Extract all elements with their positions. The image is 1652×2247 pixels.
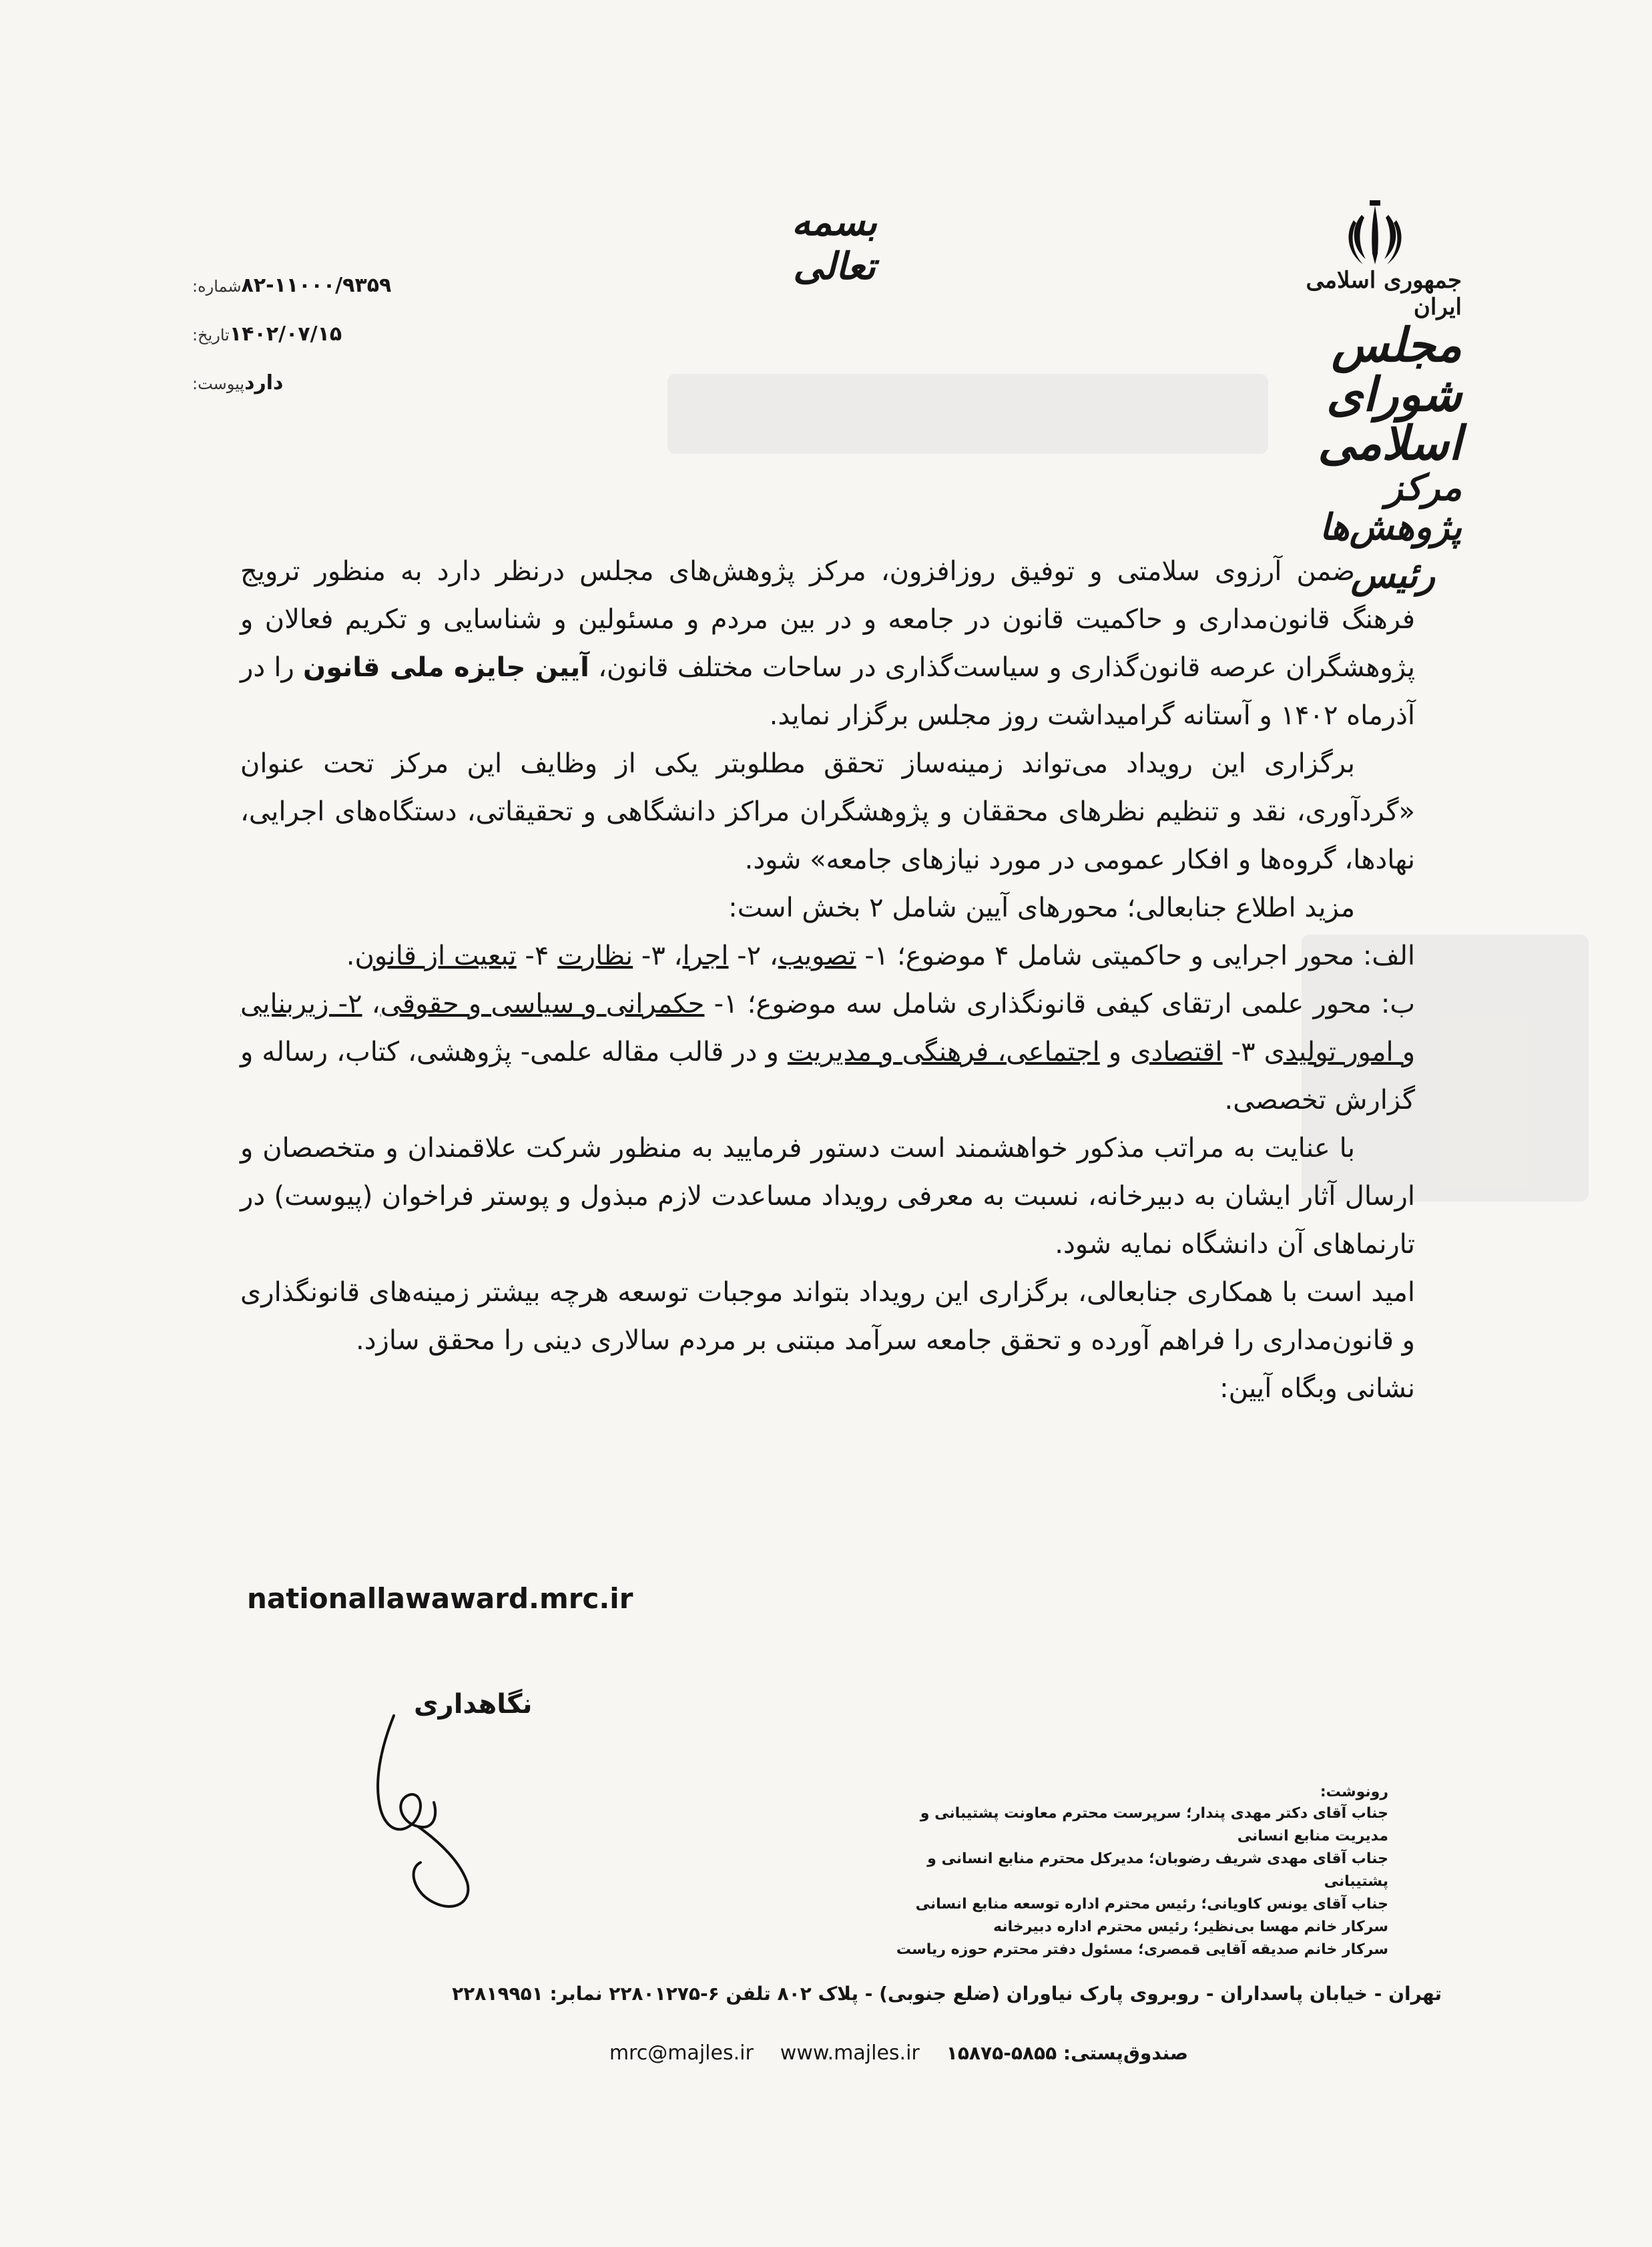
logo-research-center: مرکز پژوهش‌ها xyxy=(1319,465,1462,548)
paragraph-hope: امید است با همکاری جنابعالی، برگزاری این رویداد بتواند موجبات توسعه هرچه بیشتر زمینه‌های قانونگذاری و قانون‌مداری را فراهم آورده و تحقق جامعه سرآمد مبتنی بر مردم سالاری دینی را محقق سازد. xyxy=(240,1277,1415,1356)
letter-meta xyxy=(180,274,434,420)
meta-date-value: ۱۴۰۲/۰۷/۱۵ xyxy=(229,322,342,346)
axis-a-item: تصویب xyxy=(778,941,856,971)
paragraph-request: با عنایت به مراتب مذکور خواهشمند است دستور فرمایید به منظور شرکت علاقمندان و متخصصان و ارسال آثار ایشان به دبیرخانه، نسبت به معرفی رویداد مساعدت لازم مبذول و پوستر فراخوان (پیوست) در تارنماهای آن دانشگاه نمایه شود. xyxy=(240,1133,1415,1260)
meta-attachment-label: پیوست: xyxy=(192,374,245,393)
footer-address: تهران - خیابان پاسداران - روبروی پارک نیاوران (ضلع جنوبی) - پلاک ۸۰۲ تلفن ۶-۲۲۸۰۱۲۷۵ نمابر: ۲۲۸۱۹۹۵۱ xyxy=(452,1983,1442,2005)
footer-website[interactable]: www.majles.ir xyxy=(780,2041,920,2065)
axis-a-sep: ، ۲- xyxy=(728,941,778,971)
basmala: بسمه تعالی xyxy=(792,200,877,288)
logo-country: جمهوری اسلامی ایران xyxy=(1306,267,1462,320)
signature-icon xyxy=(354,1709,507,1923)
event-name: آیین جایزه ملی قانون xyxy=(303,652,589,683)
meta-number-label: شماره: xyxy=(192,277,242,296)
axis-a-item: تبعیت از قانون xyxy=(354,941,517,971)
cc-title: رونوشت: xyxy=(1320,1784,1388,1800)
meta-attachment xyxy=(180,371,434,395)
cc-list xyxy=(868,1782,1388,1961)
axis-a-end: . xyxy=(346,941,355,971)
paragraph-axes-intro: مزید اطلاع جنابعالی؛ محورهای آیین شامل ۲ بخش است: xyxy=(728,893,1355,923)
meta-number-value: ۸۲-۱۱۰۰۰/۹۳۵۹ xyxy=(241,274,392,297)
cc-line: سرکار خانم مهسا بی‌نظیر؛ رئیس محترم اداره دبیرخانه xyxy=(993,1919,1388,1935)
paragraph-intro xyxy=(240,547,1415,740)
cc-line: جناب آقای مهدی شریف رضوبان؛ مدیرکل محترم منابع انسانی و پشتیبانی xyxy=(927,1850,1388,1890)
footer-contact xyxy=(521,2041,1188,2065)
paragraph-axis-a xyxy=(240,932,1415,980)
intro-text: ضمن آرزوی سلامتی و توفیق روزافزون، مرکز پژوهش‌های مجلس درنظر دارد به منظور ترویج فرهنگ قانون‌مداری و حاکمیت قانون در جامعه و در بین مردم و مسئولین و شناسایی و تکریم فعالان و پژوهشگران عرصه قانون‌گذاری و سیاست‌گذاری در ساحات مختلف قانون، xyxy=(240,556,1415,683)
axis-b-sep: و xyxy=(1099,1037,1131,1067)
axis-a-sep: ۴- xyxy=(516,941,558,971)
closing-text: نگاهداری xyxy=(414,1689,533,1720)
axis-b-text: ب: محور علمی ارتقای کیفی قانونگذاری شامل سه موضوع؛ ۱- xyxy=(704,989,1416,1019)
axis-b-sep: ۳- xyxy=(1222,1037,1264,1067)
axis-a-item: نظارت xyxy=(557,941,633,971)
event-website-url: nationallawaward.mrc.ir xyxy=(247,1582,633,1615)
axis-b-item: ۲- زیربنایی و امور تولیدی xyxy=(240,989,1416,1067)
logo-president: رئیس xyxy=(1350,553,1435,597)
paragraph-website-label: نشانی وبگاه آیین: xyxy=(1219,1373,1415,1404)
footer-postbox: صندوق‌پستی: ۵۸۵۵-۱۵۸۷۵ xyxy=(946,2042,1188,2064)
paragraph-axis-b xyxy=(240,980,1415,1124)
axis-a-item: اجرا xyxy=(682,941,729,971)
axis-b-sep: ، xyxy=(362,989,380,1019)
axis-a-sep: ، ۳- xyxy=(633,941,683,971)
letter-body xyxy=(240,547,1415,1413)
axis-b-end: و در قالب مقاله علمی- پژوهشی، کتاب، رساله و گزارش تخصصی. xyxy=(240,1037,1415,1115)
footer-email[interactable]: mrc@majles.ir xyxy=(609,2041,754,2065)
meta-date xyxy=(180,322,434,346)
cc-line: سرکار خانم صدیقه آقایی قمصری؛ مسئول دفتر محترم حوزه ریاست xyxy=(896,1941,1388,1958)
axis-b-item: حکمرانی و سیاسی و حقوقی xyxy=(380,989,705,1019)
iran-emblem-icon xyxy=(1342,200,1408,274)
meta-attachment-value: دارد xyxy=(244,371,284,395)
axis-b-item: اجتماعی، فرهنگی و مدیریت xyxy=(787,1037,1100,1067)
show-through-smudge xyxy=(667,374,1268,454)
logo-parliament: مجلس شورای اسلامی xyxy=(1318,317,1462,471)
intro-text-end: را در آذرماه ۱۴۰۲ و آستانه گرامیداشت روز مجلس برگزار نماید. xyxy=(240,652,1415,731)
axis-a-text: الف: محور اجرایی و حاکمیتی شامل ۴ موضوع؛ ۱- xyxy=(856,941,1415,971)
meta-date-label: تاریخ: xyxy=(192,326,230,344)
cc-line: جناب آقای یونس کاویانی؛ رئیس محترم اداره توسعه منابع انسانی xyxy=(915,1896,1388,1913)
paragraph-purpose: برگزاری این رویداد می‌تواند زمینه‌ساز تحقق مطلوبتر یکی از وظایف این مرکز تحت عنوان «گردآوری، نقد و تنظیم نظرهای محققان و پژوهشگران مراکز دانشگاهی و تحقیقاتی، دستگاه‌های اجرایی، نهادها، گروه‌ها و افکار عمومی در مورد نیازهای جامعه» شود. xyxy=(240,748,1415,875)
cc-line: جناب آقای دکتر مهدی پندار؛ سرپرست محترم معاونت پشتیبانی و مدیریت منابع انسانی xyxy=(920,1805,1388,1844)
meta-number xyxy=(180,274,434,297)
axis-b-item: اقتصادی xyxy=(1130,1037,1223,1067)
